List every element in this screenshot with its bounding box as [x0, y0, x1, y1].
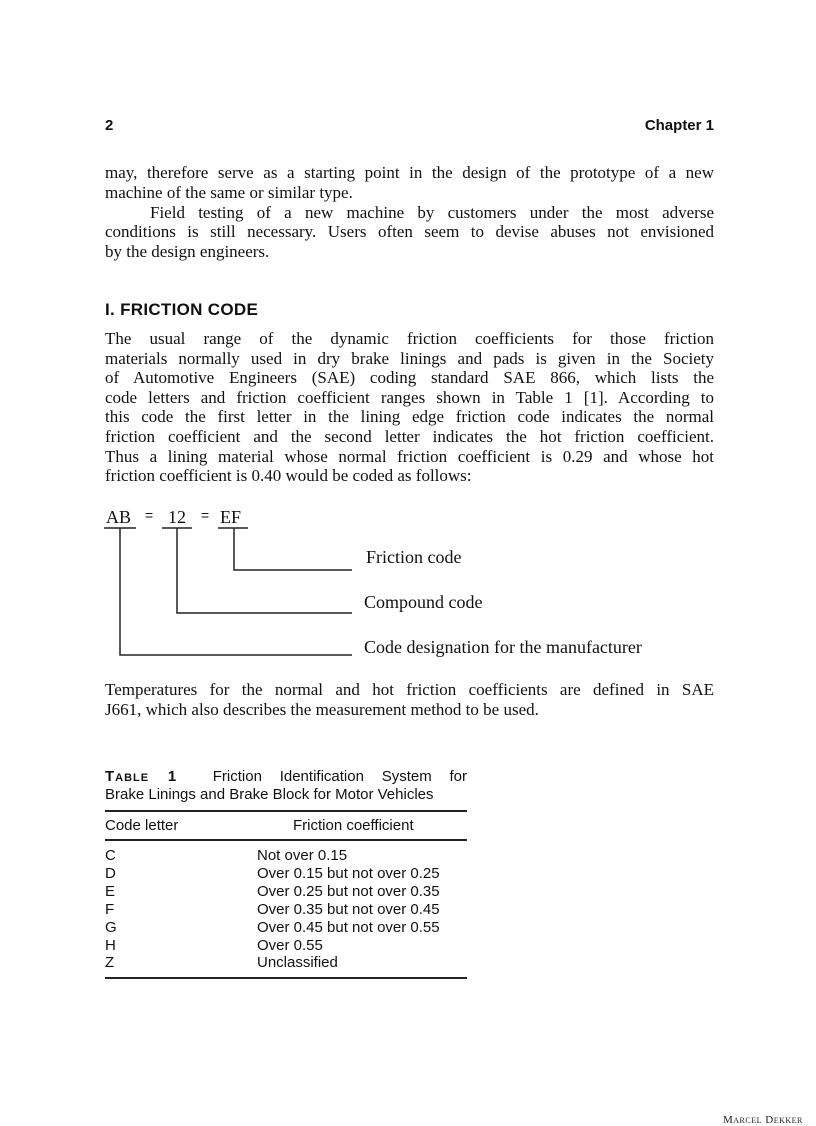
friction-coefficient-cell: Over 0.35 but not over 0.45 [257, 900, 440, 918]
table-rule [105, 839, 467, 841]
body-line: Thus a lining material whose normal friction coefficient is 0.29 and whose hot [105, 446, 714, 466]
table-label: Table 1 [105, 768, 178, 785]
column-header: Code letter [105, 817, 179, 834]
body-line: code letters and friction coefficient ranges shown in Table 1 [1]. According to [105, 387, 714, 407]
section-heading: I. FRICTION CODE [105, 300, 259, 319]
table-rule [105, 810, 467, 812]
body-line: The usual range of the dynamic friction coefficients for those friction [105, 329, 714, 348]
running-head: Chapter 1 [644, 117, 714, 134]
column-header: Friction coefficient [293, 817, 414, 834]
friction-coefficient-cell: Unclassified [257, 954, 338, 972]
page-number: 2 [105, 117, 114, 134]
body-line: may, therefore serve as a starting point in the design of the prototype of a new [105, 163, 714, 182]
label-compound-code: Compound code [364, 592, 483, 612]
label-friction-code: Friction code [366, 547, 462, 567]
body-line: materials normally used in dry brake linings and pads is given in the Society [105, 348, 714, 368]
friction-coefficient-cell: Over 0.55 [257, 936, 323, 954]
body-line: of Automotive Engineers (SAE) coding standard SAE 866, which lists the [105, 368, 714, 388]
table-title: Friction Identification System for [212, 768, 467, 785]
code-letter-cell: D [105, 864, 116, 882]
code-part-manufacturer: AB [106, 507, 132, 527]
code-letter-cell: G [105, 918, 117, 936]
friction-coefficient-cell: Over 0.25 but not over 0.35 [257, 882, 440, 900]
friction-coefficient-cell: Over 0.15 but not over 0.25 [257, 864, 440, 882]
code-letter-cell: F [105, 900, 115, 918]
body-line: Field testing of a new machine by customers under the most adverse [150, 203, 714, 222]
code-letter-cell: C [105, 847, 116, 864]
body-line: Temperatures for the normal and hot friction coefficients are defined in SAE [105, 680, 714, 699]
body-line: this code the first letter in the lining edge friction code indicates the normal [105, 407, 714, 427]
code-letter-cell: Z [105, 954, 115, 972]
table-rule [105, 977, 467, 979]
code-diagram [100, 500, 700, 670]
publisher-watermark: Marcel Dekker [723, 1114, 803, 1126]
body-line: conditions is still necessary. Users often seem to devise abuses not envisioned [105, 222, 714, 241]
friction-coefficient-cell: Over 0.45 but not over 0.55 [257, 918, 440, 936]
body-line: friction coefficient and the second letter indicates the hot friction coefficient. [105, 427, 714, 446]
friction-coefficient-cell: Not over 0.15 [257, 847, 348, 864]
table-title-line2: Brake Linings and Brake Block for Motor Vehicles [105, 786, 434, 803]
body-line: machine of the same or similar type. [105, 183, 353, 202]
code-letter-cell: E [105, 882, 116, 900]
label-manufacturer-code: Code designation for the manufacturer [364, 637, 642, 657]
body-line: J661, which also describes the measurement method to be used. [105, 700, 539, 719]
body-line: friction coefficient is 0.40 would be coded as follows: [105, 466, 472, 486]
code-letter-cell: H [105, 936, 116, 954]
code-part-compound: 12 [168, 507, 186, 527]
separator: = [145, 507, 154, 523]
code-part-friction: EF [220, 507, 242, 527]
separator: = [201, 507, 210, 523]
table-caption [105, 768, 467, 786]
body-line: by the design engineers. [105, 242, 270, 261]
